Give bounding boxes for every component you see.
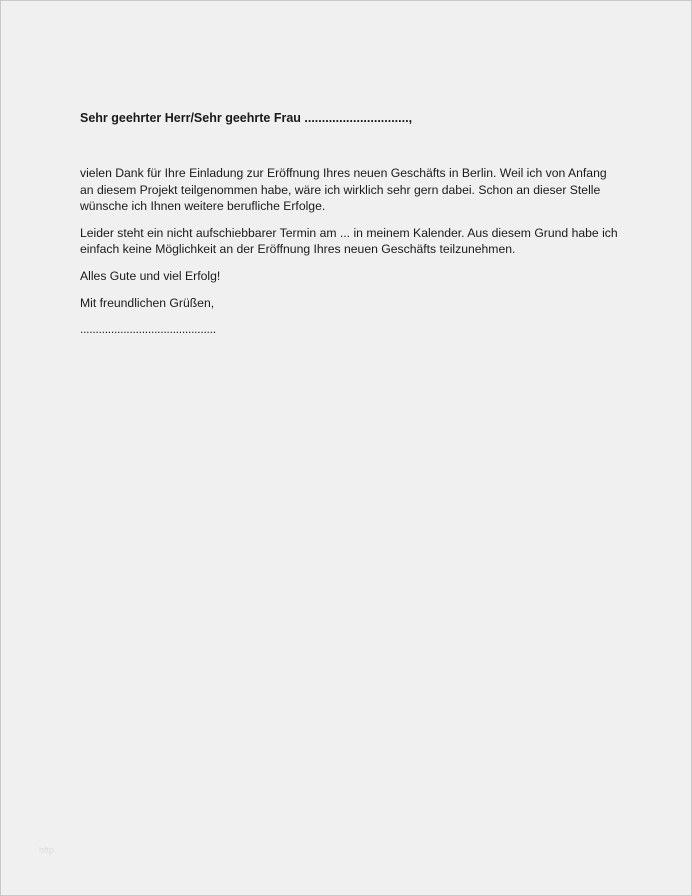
paragraph-invitation-thanks: vielen Dank für Ihre Einladung zur Eröffnung Ihres neuen Geschäfts in Berlin. Weil ich von Anfang an diesem Projekt teilgenommen habe, wäre ich wirklich sehr gern dabei. Schon an dieser Stelle wünsche ich Ihnen weitere berufliche Erfolge. xyxy=(80,166,607,214)
letter-body xyxy=(80,165,620,348)
paragraph-good-wishes: Alles Gute und viel Erfolg! xyxy=(80,268,221,283)
closing-line: Mit freundlichen Grüßen, xyxy=(80,295,215,310)
salutation-line: Sehr geehrter Herr/Sehr geehrte Frau .............................., xyxy=(80,111,413,125)
signature-placeholder: ............................................ xyxy=(80,322,216,337)
paragraph-decline-reason: Leider steht ein nicht aufschiebbarer Termin am ... in meinem Kalender. Aus diesem Grund habe ich einfach keine Möglichkeit an der Eröffnung Ihres neuen Geschäfts teilzunehmen. xyxy=(80,225,618,257)
watermark-text: http xyxy=(39,845,55,855)
